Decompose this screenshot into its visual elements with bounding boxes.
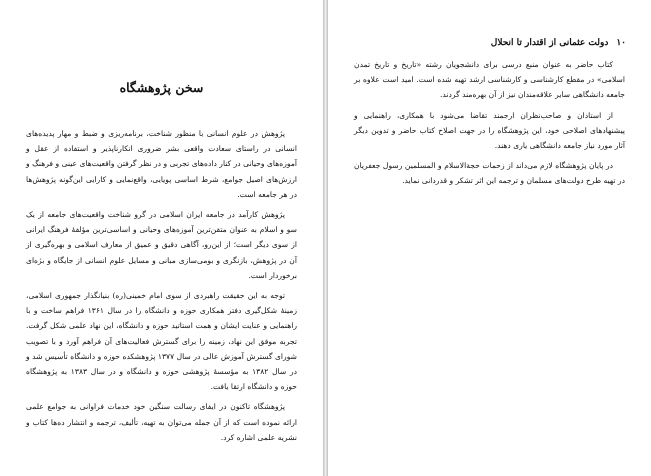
page-number: ۱۰ <box>616 38 626 48</box>
running-head <box>353 38 626 48</box>
paragraph: پژوهشگاه تاکنون در ایفای رسالت سنگین خود خدمات فراوانی به جوامع علمی ارائه نموده است که از آن جمله می‌توان به تهیه، تألیف، ترجمه و انتشار ده‌ها کتاب و نشریه علمی اشاره کرد. <box>26 402 297 442</box>
page-heading: سخن پژوهشگاه <box>119 80 204 95</box>
paragraph: در پایان پژوهشگاه لازم می‌داند از زحمات حجةالاسلام و المسلمین رسول جعفریان در تهیه طرح دولت‌های مسلمان و ترجمه این اثر تشکر و قدردانی نماید. <box>354 161 625 186</box>
left-body-text <box>26 126 297 450</box>
paragraph: از استادان و صاحب‌نظران ارجمند تقاضا می‌شود با همکاری، راهنمایی و پیشنهادهای اصلاحی خود، این پژوهشگاه را در جهت اصلاح کتاب حاضر و تدوین دیگر آثار مورد نیاز جامعه دانشگاهی یاری دهند. <box>354 110 625 151</box>
paragraph: کتاب حاضر به عنوان منبع درسی برای دانشجویان رشته «تاریخ و تاریخ تمدن اسلامی» در مقطع کارشناسی و کارشناسی ارشد تهیه شده است. امید است علاوه بر جامعه دانشگاهی سایر علاقه‌مندان نیز از آن بهره‌مند گردند. <box>354 60 625 100</box>
left-page <box>0 0 323 476</box>
running-head-title: دولت عثمانی از اقتدار تا انحلال <box>490 38 609 48</box>
right-body-text <box>354 57 625 194</box>
right-page <box>328 0 651 476</box>
paragraph: پژوهش در علوم انسانی با منظور شناخت، برنامه‌ریزی و ضبط و مهار پدیده‌های انسانی در راستای سعادت واقعی بشر ضروری انکارناپذیر و استفاده از عقل و آموزه‌های وحیانی در کنار داده‌های تجربی و در نظر گرفتن واقعیت‌های عینی و فرهنگ و ارزش‌های اصیل جوامع، شرط اساسی پویایی، واقع‌نمایی و کارایی این‌گونه پژوهش‌ها در هر جامعه است. <box>26 129 297 199</box>
paragraph: پژوهش کارآمد در جامعه ایران اسلامی در گرو شناخت واقعیت‌های جامعه از یک سو و اسلام به عنوان متقن‌ترین آموزه‌های وحیانی و اساسی‌ترین مؤلفهٔ فرهنگ ایرانی از سوی دیگر است؛ از این‌رو، آگاهی دقیق و عمیق از معارف اسلامی و بهره‌گیری از آن در پژوهش، بازنگری و بومی‌سازی مبانی و مسایل علوم انسانی از جایگاه و بژه‌ای برخوردار است. <box>26 210 297 280</box>
paragraph: توجه به این حقیقت راهبردی از سوی امام خمینی(ره) بنیانگذار جمهوری اسلامی، زمینهٔ شکل‌گیری دفتر همکاری حوزه و دانشگاه را در سال ۱۳۶۱ فراهم ساخت و با راهنمایی و عنایت ایشان و همت استاتید حوزه و دانشگاه، این نهاد علمی شکل گرفت. تجربه موفق این نهاد، زمینه را برای گسترش فعالیت‌های آن فراهم آورد و با تصویب شورای گسترش آموزش عالی در سال ۱۳۷۷ پژوهشکده حوزه و دانشگاه تأسیس شد و در سال ۱۳۸۲ به مؤسسهٔ پژوهشی حوزه و دانشگاه و در سال ۱۳۸۳ به پژوهشگاه حوزه و دانشگاه ارتقا یافت. <box>26 291 297 392</box>
